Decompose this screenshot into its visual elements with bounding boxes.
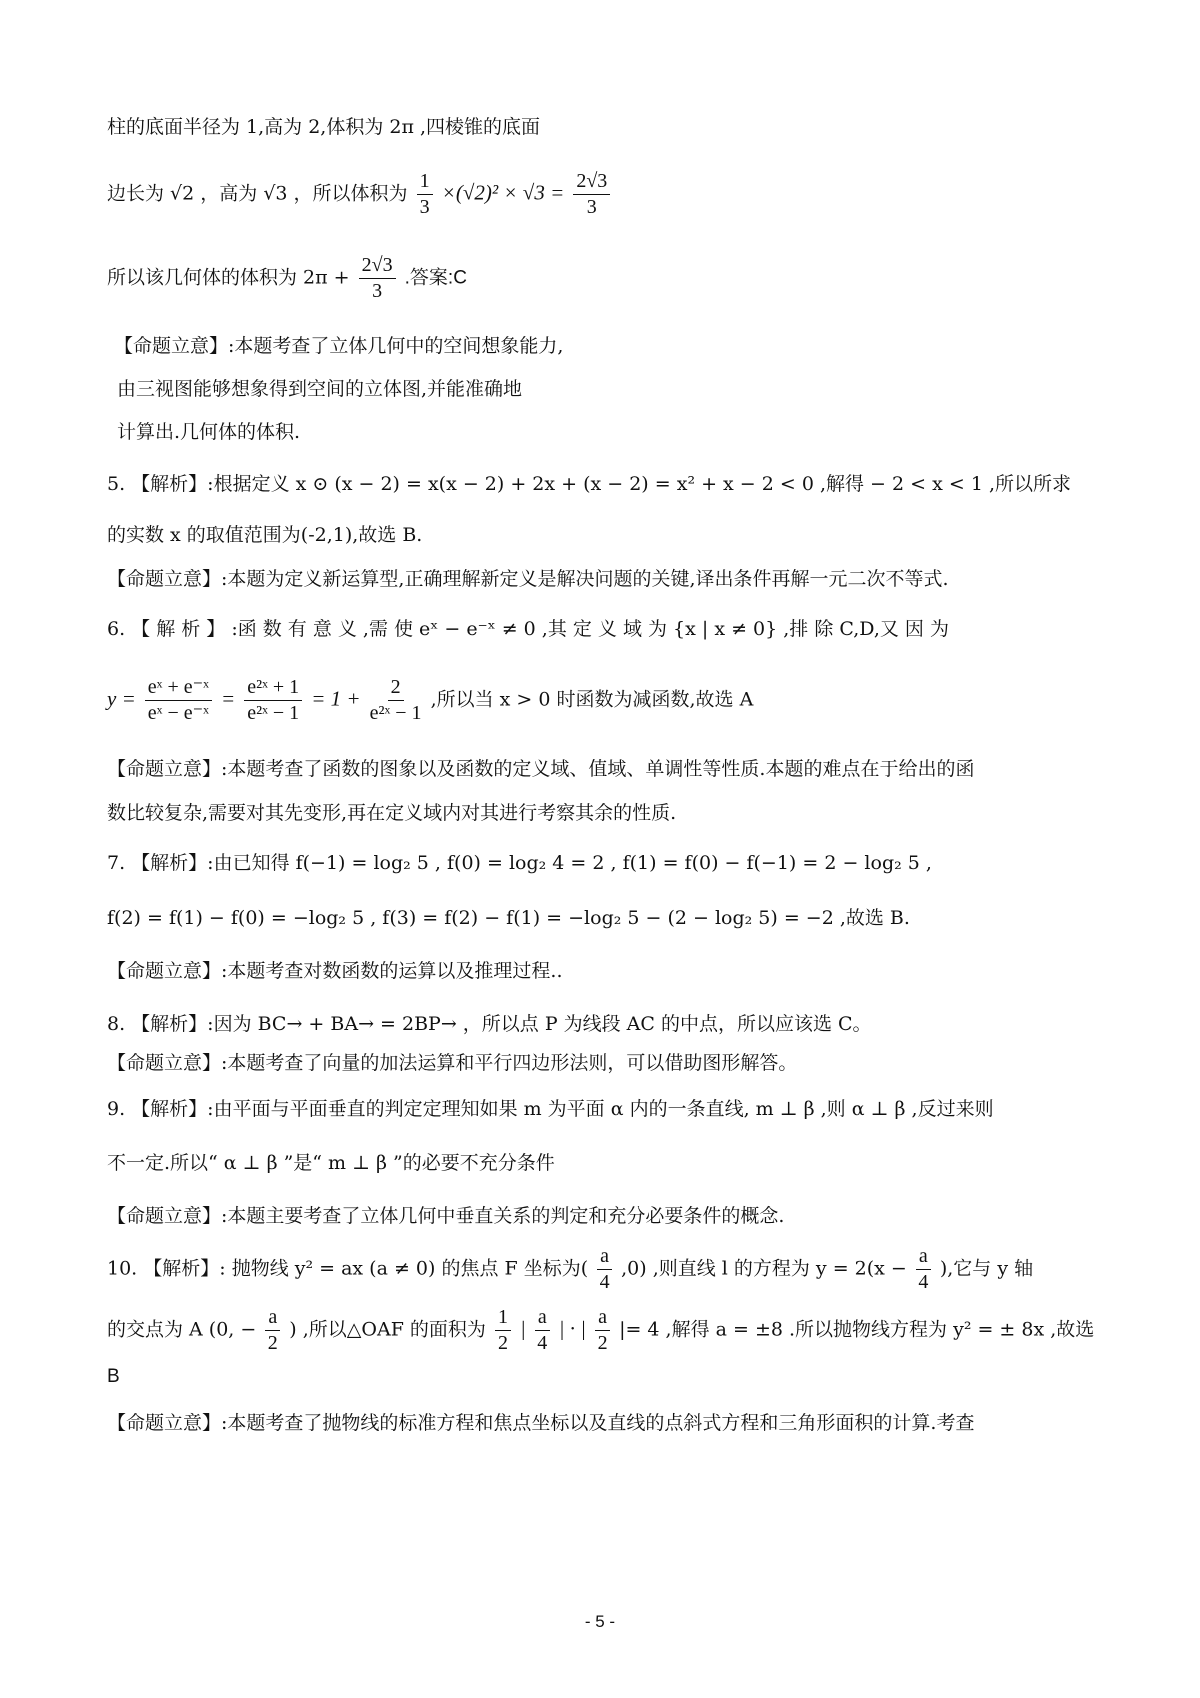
fraction-numerator: eˣ + e⁻ˣ <box>145 676 212 701</box>
math-segment: = 1 + <box>311 686 361 711</box>
fraction-denominator: 2 <box>267 1332 278 1354</box>
fraction <box>916 1245 931 1294</box>
fraction-denominator: e²ˣ − 1 <box>369 702 422 724</box>
note-line: 【命题立意】:本题考查了抛物线的标准方程和焦点坐标以及直线的点斜式方程和三角形面积的计算.考查 <box>107 1412 975 1434</box>
fraction-numerator: a <box>535 1306 550 1331</box>
fraction <box>370 676 422 725</box>
solution-line: 6. 【 解 析 】 :函 数 有 意 义 ,需 使 eˣ − e⁻ˣ ≠ 0 ,其 定 义 域 为 {x | x ≠ 0} ,排 除 C,D,又 因 为 <box>107 618 949 640</box>
fraction <box>145 676 212 725</box>
solution-line: 5. 【解析】:根据定义 x ⊙ (x − 2) = x(x − 2) + 2x + (x − 2) = x² + x − 2 < 0 ,解得 − 2 < x < 1 ,所以所求 <box>107 473 1071 495</box>
fraction-numerator: e²ˣ + 1 <box>244 676 302 701</box>
text-segment: |= 4 ,解得 a = ±8 .所以抛物线方程为 y² = ± 8x ,故选 <box>619 1318 1095 1341</box>
note-line: 由三视图能够想象得到空间的立体图,并能准确地 <box>117 378 523 400</box>
fraction <box>573 170 610 219</box>
fraction-denominator: 4 <box>918 1271 929 1293</box>
fraction-denominator: 3 <box>419 196 430 218</box>
fraction <box>244 676 302 725</box>
math-segment: = <box>221 686 236 711</box>
formula-line <box>107 254 467 303</box>
note-line: 【命题立意】:本题考查对数函数的运算以及推理过程.. <box>107 960 563 982</box>
note-line: 计算出.几何体的体积. <box>117 421 301 443</box>
note-line: 【命题立意】:本题考查了函数的图象以及函数的定义域、值域、单调性等性质.本题的难点在于给出的函 <box>107 758 975 780</box>
note-line: 【命题立意】:本题考查了向量的加法运算和平行四边形法则，可以借助图形解答。 <box>107 1052 798 1074</box>
text-segment: .答案:C <box>404 267 467 289</box>
math-segment: | · | <box>558 1316 587 1341</box>
fraction-numerator: 1 <box>495 1306 511 1331</box>
text-line: 不一定.所以“ α ⊥ β ”是“ m ⊥ β ”的必要不充分条件 <box>107 1152 555 1174</box>
text-segment: ,0) ,则直线 l 的方程为 y = 2(x − <box>621 1257 907 1280</box>
fraction-denominator: 4 <box>599 1271 610 1293</box>
text-segment: 的交点为 A (0, − <box>107 1318 257 1341</box>
fraction <box>595 1306 610 1355</box>
fraction-denominator: 4 <box>537 1332 548 1354</box>
fraction-denominator: 3 <box>586 196 597 218</box>
fraction-numerator: a <box>597 1245 612 1270</box>
formula-line <box>107 170 613 219</box>
solution-line: 7. 【解析】:由已知得 f(−1) = log₂ 5 , f(0) = log₂ 4 = 2 , f(1) = f(0) − f(−1) = 2 − log₂ 5 , <box>107 852 932 874</box>
fraction-numerator: a <box>595 1306 610 1331</box>
text-segment: 10. 【解析】: 抛物线 y² = ax (a ≠ 0) 的焦点 F 坐标为( <box>107 1257 589 1280</box>
math-segment: y = <box>107 686 136 711</box>
text-segment: ,所以当 x > 0 时函数为减函数,故选 A <box>430 688 754 711</box>
text-line: 的实数 x 的取值范围为(-2,1),故选 B. <box>107 524 423 546</box>
text-line: B <box>107 1366 120 1387</box>
note-line: 【命题立意】:本题为定义新运算型,正确理解新定义是解决问题的关键,译出条件再解一元二次不等式. <box>107 568 949 590</box>
note-line: 【命题立意】:本题考查了立体几何中的空间想象能力, <box>114 335 564 357</box>
fraction-numerator: 2√3 <box>573 170 610 195</box>
text-segment: 所以该几何体的体积为 2π + <box>107 266 350 289</box>
fraction <box>359 254 396 303</box>
fraction-denominator: eˣ − e⁻ˣ <box>147 702 209 724</box>
fraction-numerator: 2 <box>388 676 404 701</box>
note-line: 【命题立意】:本题主要考查了立体几何中垂直关系的判定和充分必要条件的概念. <box>107 1205 785 1227</box>
text-segment: ) ,所以△OAF 的面积为 <box>289 1318 486 1341</box>
solution-line: 9. 【解析】:由平面与平面垂直的判定定理知如果 m 为平面 α 内的一条直线, m ⊥ β ,则 α ⊥ β ,反过来则 <box>107 1098 994 1120</box>
text-segment: ),它与 y 轴 <box>939 1257 1034 1280</box>
fraction <box>597 1245 612 1294</box>
formula-line <box>107 1306 1094 1355</box>
text-line: 数比较复杂,需要对其先变形,再在定义域内对其进行考察其余的性质. <box>107 802 677 824</box>
math-segment: ×(√2)² × √3 = <box>441 180 565 205</box>
fraction-denominator: 2 <box>597 1332 608 1354</box>
fraction-denominator: 3 <box>372 280 383 302</box>
fraction <box>417 170 433 219</box>
fraction-denominator: 2 <box>497 1332 508 1354</box>
fraction-numerator: a <box>916 1245 931 1270</box>
fraction-numerator: a <box>265 1306 280 1331</box>
fraction <box>535 1306 550 1355</box>
fraction-denominator: e²ˣ − 1 <box>247 702 300 724</box>
formula-line <box>107 676 753 725</box>
fraction <box>265 1306 280 1355</box>
fraction-numerator: 1 <box>417 170 433 195</box>
formula-line <box>107 1245 1033 1294</box>
text-segment: 边长为 √2 ，高为 √3 ，所以体积为 <box>107 182 408 205</box>
page-number: - 5 - <box>584 1612 616 1631</box>
formula-line: f(2) = f(1) − f(0) = −log₂ 5 , f(3) = f(2) − f(1) = −log₂ 5 − (2 − log₂ 5) = −2 ,故选 B. <box>107 907 910 929</box>
solution-line: 8. 【解析】:因为 BC→ + BA→ = 2BP→ ，所以点 P 为线段 AC 的中点，所以应该选 C。 <box>107 1013 872 1035</box>
fraction-numerator: 2√3 <box>359 254 396 279</box>
text-line: 柱的底面半径为 1,高为 2,体积为 2π ,四棱锥的底面 <box>107 116 541 138</box>
math-segment: | <box>520 1316 526 1341</box>
fraction <box>495 1306 511 1355</box>
